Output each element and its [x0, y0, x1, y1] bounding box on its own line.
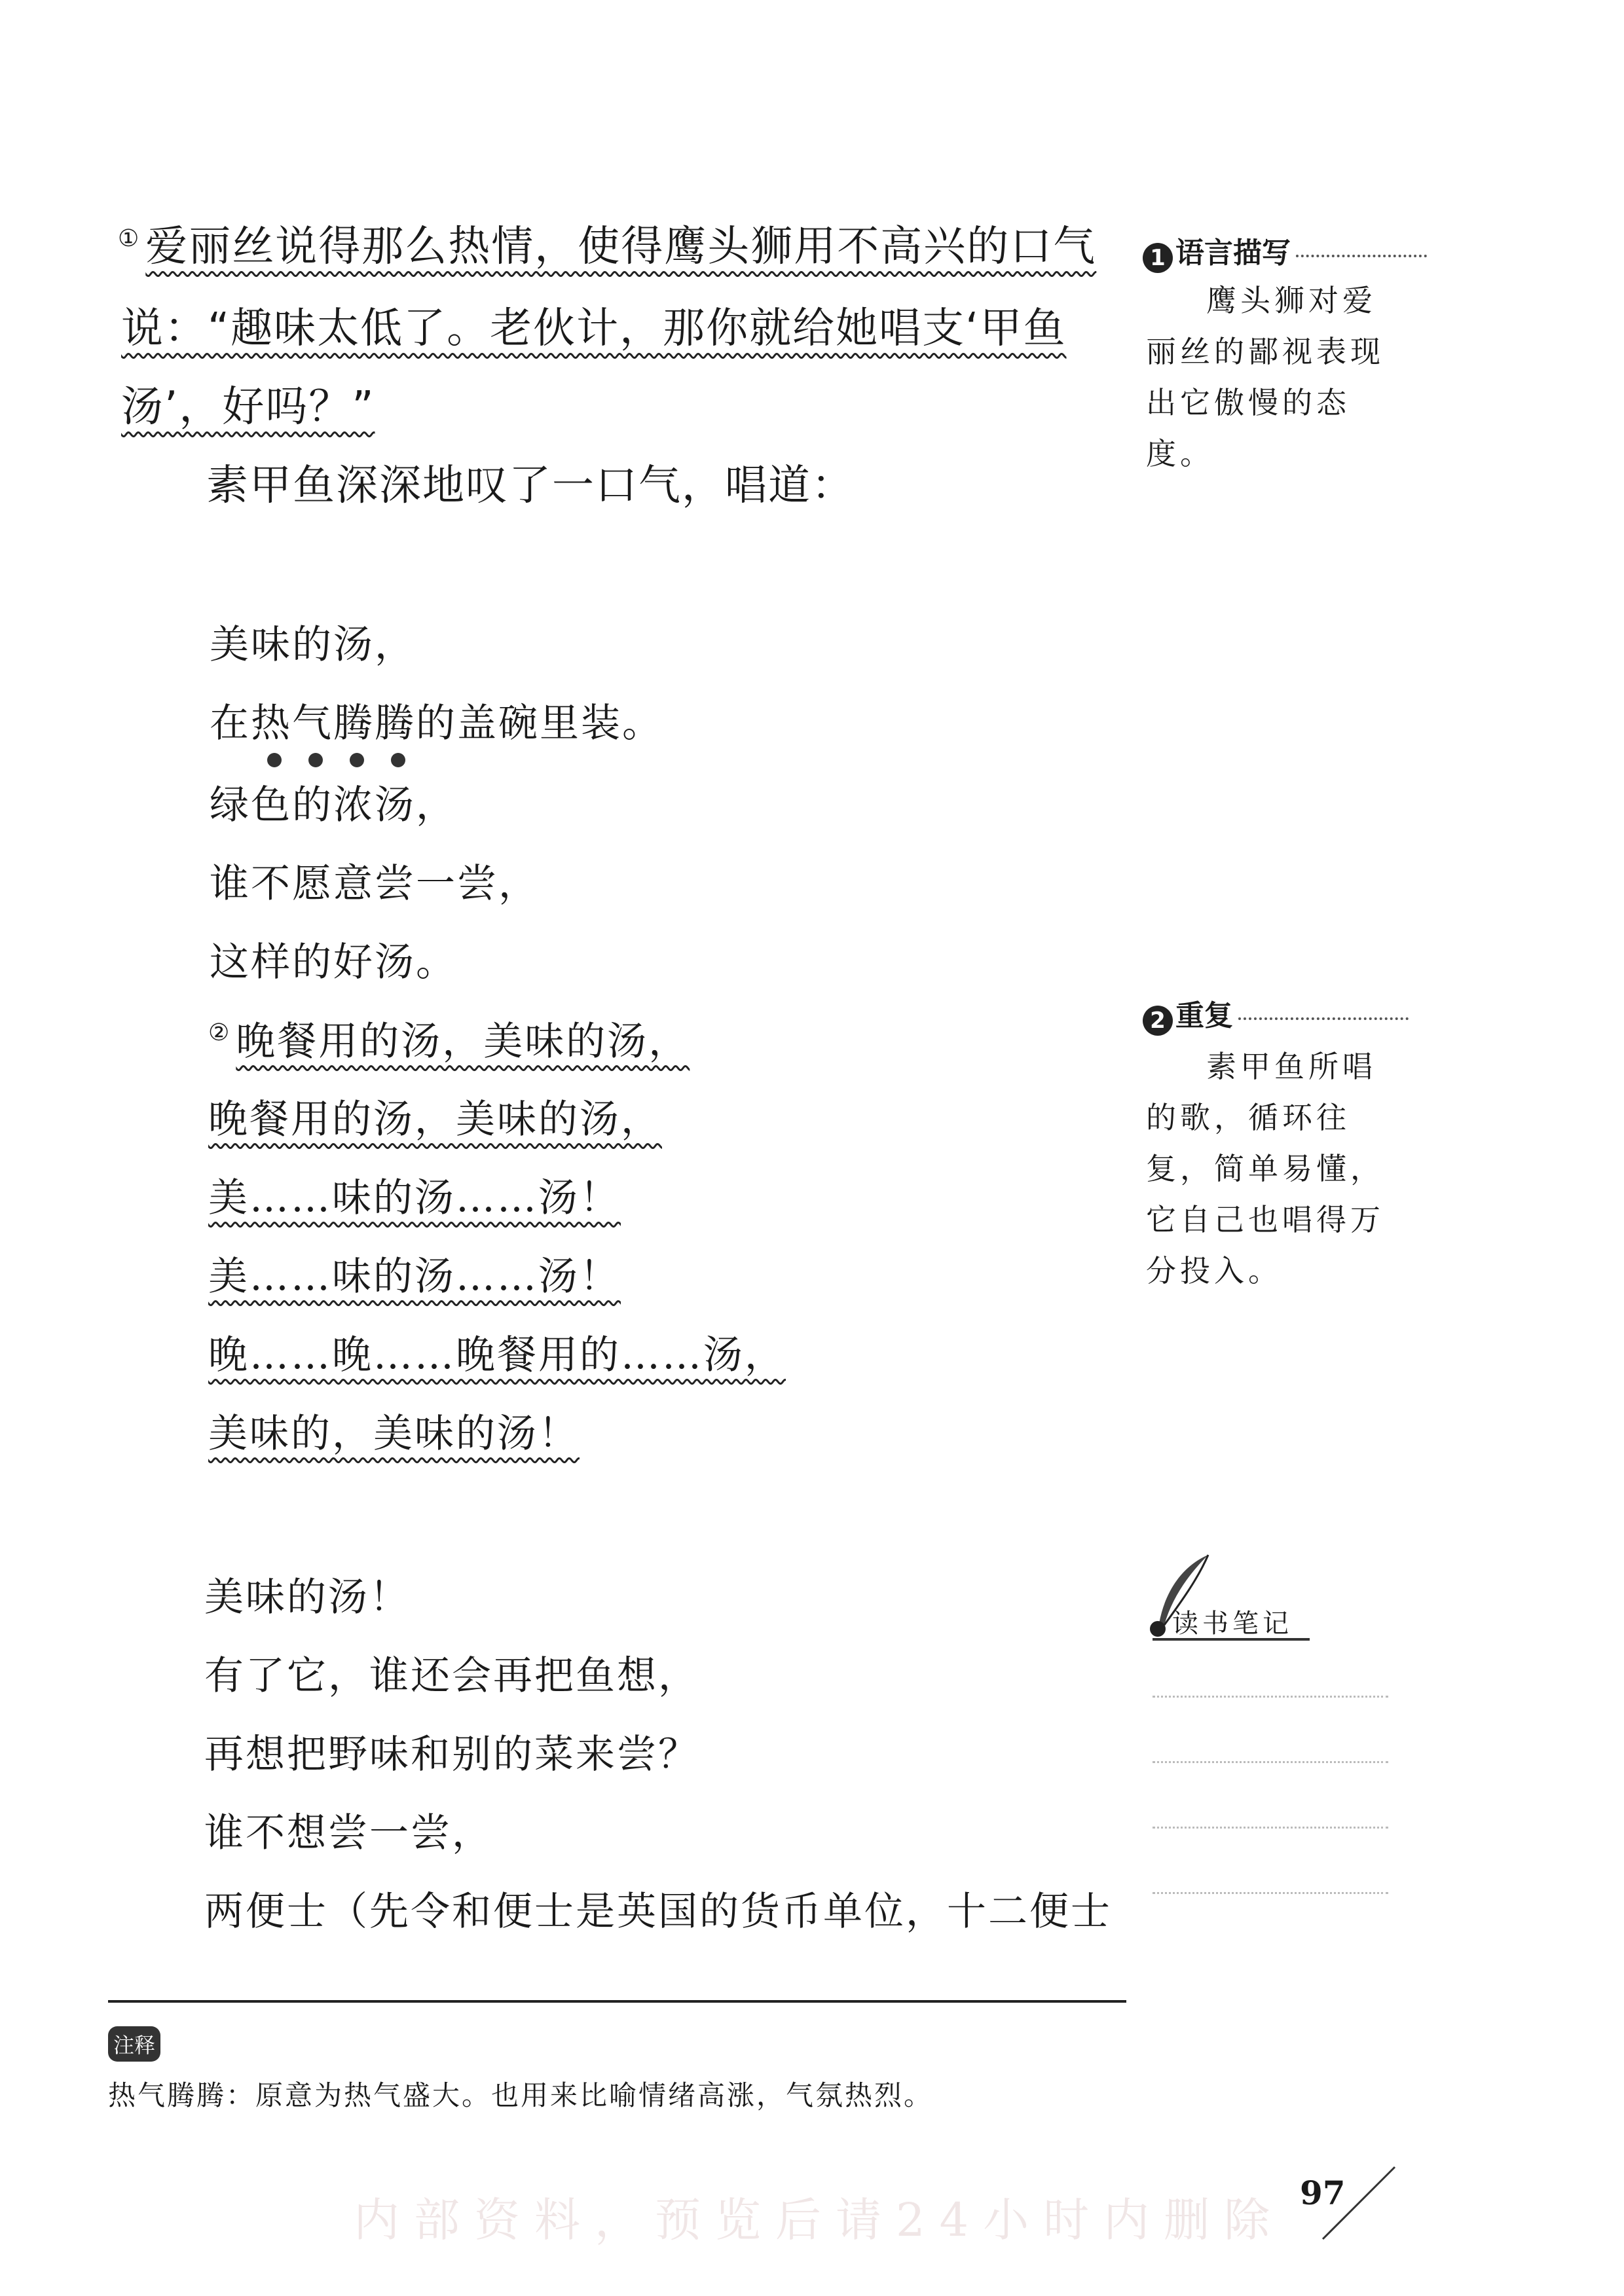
stanza3-line5: 两便士（先令和便士是英国的货币单位，十二便士	[204, 1889, 1112, 1935]
emphasis-dot	[308, 753, 323, 767]
sidebar-note1-title: 1 语言描写	[1143, 229, 1427, 273]
annotation-marker-2: ②	[208, 1019, 230, 1046]
sidebar-note1-body: 鹰头狮对爱丽丝的鄙视表现出它傲慢的态度。	[1146, 283, 1384, 471]
para1-line3: 汤’，好吗？”	[121, 383, 375, 431]
emphasis-dot	[350, 753, 364, 767]
stanza3-line1: 美味的汤！	[204, 1575, 411, 1620]
emphasis-dot	[391, 753, 405, 767]
stanza2-line5: 晚……晚……晚餐用的……汤，	[208, 1332, 786, 1378]
stanza2-line1: ② 晚餐用的汤，美味的汤，	[208, 1019, 690, 1065]
stanza3-line3: 再想把野味和别的菜来尝？	[204, 1732, 699, 1777]
stanza2-line4: 美……味的汤……汤！	[208, 1254, 621, 1300]
watermark: 内部资料，预览后请24小时内删除	[354, 2193, 1285, 2247]
annotation-marker-1: ①	[118, 225, 139, 252]
stanza1-line2: 在热气腾腾的盖碗里装。	[210, 701, 663, 746]
page-corner-slash	[1316, 2160, 1401, 2246]
para2: 素甲鱼深深地叹了一口气，唱道：	[206, 462, 855, 510]
sidebar-note2-body: 素甲鱼所唱的歌，循环往复，简单易懂，它自己也唱得万分投入。	[1146, 1049, 1384, 1288]
notes-line	[1153, 1696, 1388, 1698]
stanza2-line6: 美味的，美味的汤！	[208, 1411, 580, 1457]
stanza2-line3: 美……味的汤……汤！	[208, 1175, 621, 1221]
reading-notes-header: 读书笔记	[1139, 1552, 1310, 1643]
note-number-badge: 2	[1143, 1006, 1173, 1036]
emphasis-dot	[267, 753, 282, 767]
footnote-text: 热气腾腾：原意为热气盛大。也用来比喻情绪高涨，气氛热烈。	[108, 2079, 934, 2111]
sidebar-note2-title: 2 重复	[1143, 992, 1409, 1036]
dotted-leader	[1238, 1017, 1409, 1020]
page-number: 97	[1300, 2174, 1346, 2212]
dotted-leader	[1296, 255, 1427, 257]
footnote-divider	[108, 2000, 1126, 2003]
footnote-label: 注释	[108, 2026, 160, 2062]
stanza1-line1: 美味的汤，	[210, 622, 416, 668]
note-number-badge: 1	[1143, 243, 1173, 273]
stanza1-line5: 这样的好汤。	[210, 939, 457, 985]
stanza1-line4: 谁不愿意尝一尝，	[210, 861, 540, 907]
notes-line	[1153, 1827, 1388, 1829]
stanza2-line2: 晚餐用的汤，美味的汤，	[208, 1097, 662, 1142]
para1-line2: 说：“趣味太低了。老伙计，那你就给她唱支‘甲鱼	[121, 304, 1067, 353]
para1-line1: ① 爱丽丝说得那么热情，使得鹰头狮用不高兴的口气	[118, 223, 1097, 271]
stanza1-line3: 绿色的浓汤，	[210, 782, 457, 828]
stanza3-line2: 有了它，谁还会再把鱼想，	[204, 1653, 699, 1699]
stanza3-line4: 谁不想尝一尝，	[204, 1810, 493, 1856]
notes-line	[1153, 1892, 1388, 1894]
notes-line	[1153, 1761, 1388, 1763]
